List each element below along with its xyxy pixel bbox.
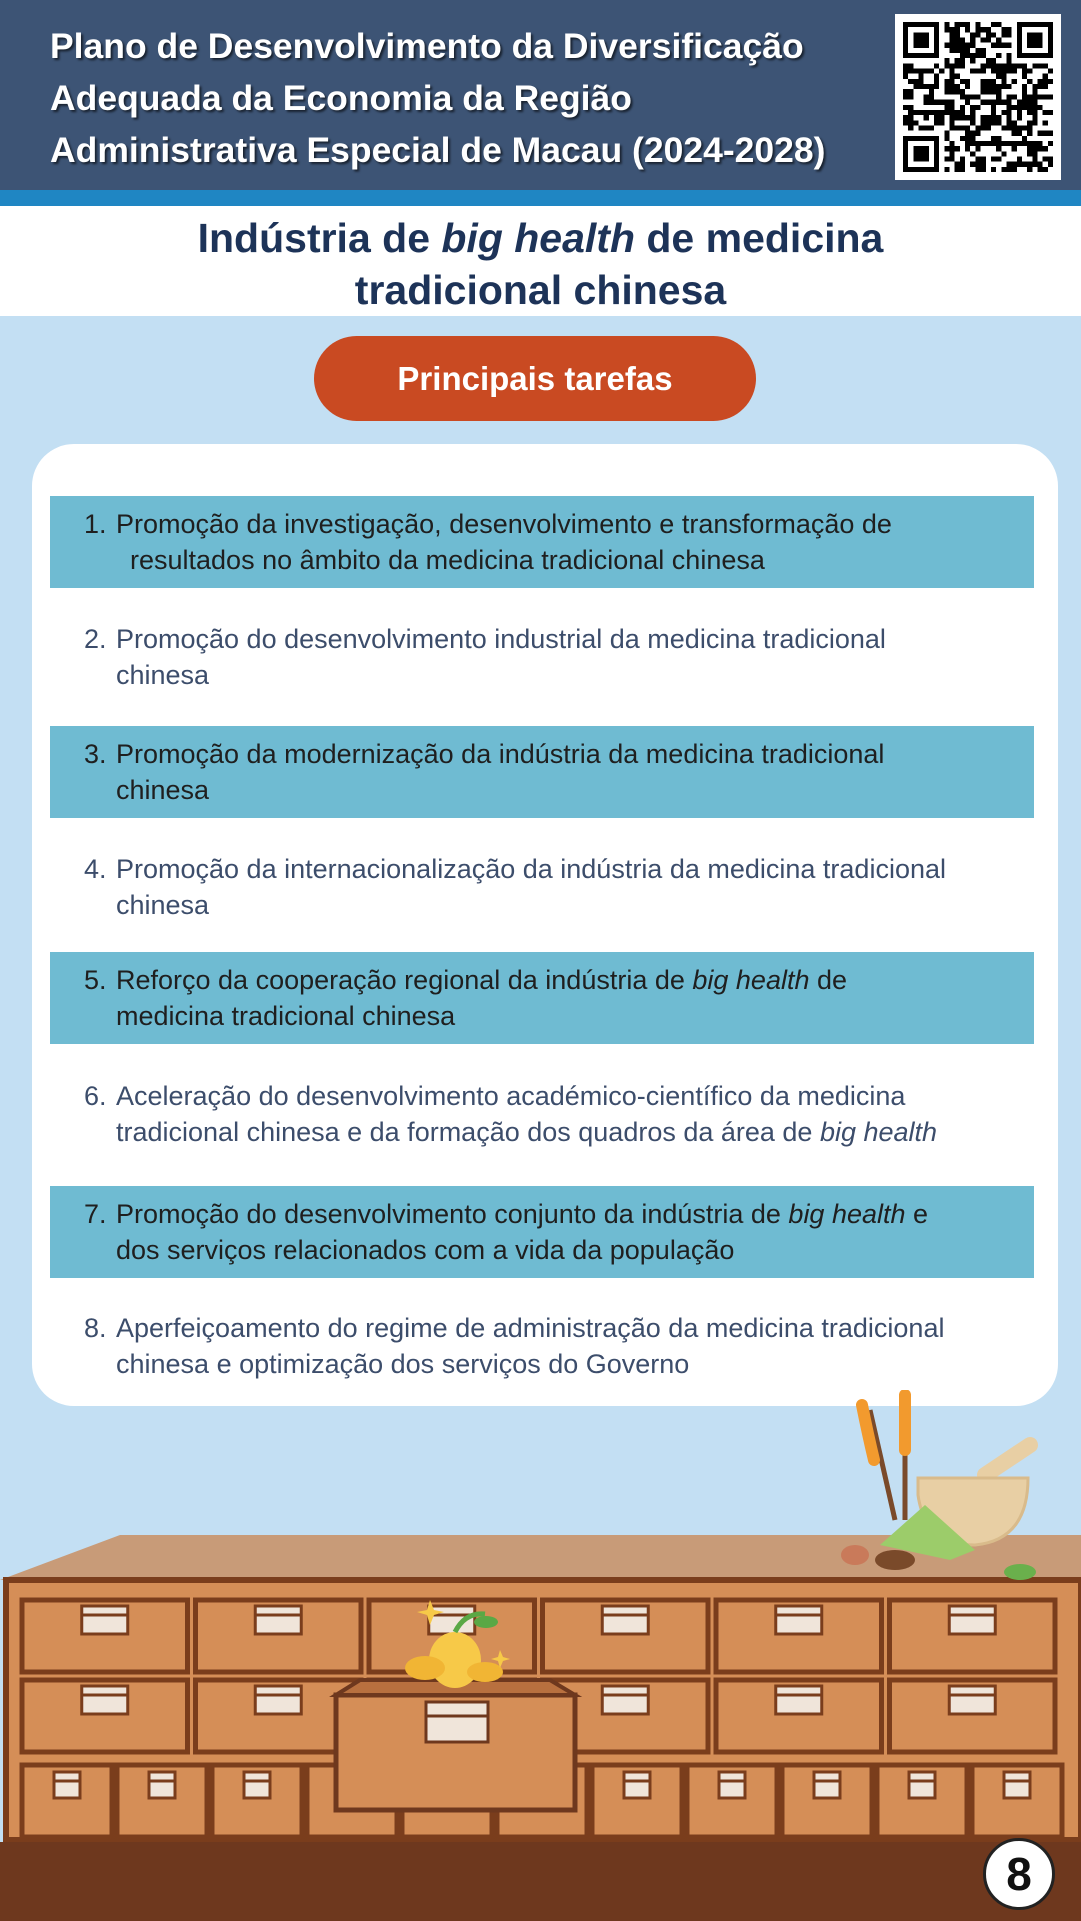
task-number: 3. xyxy=(84,739,107,769)
drawer-label xyxy=(814,1772,840,1798)
drawer-label xyxy=(776,1686,822,1714)
task-line-1: Promoção do desenvolvimento industrial da medicina tradicional xyxy=(116,624,886,654)
task-text-part: de xyxy=(809,965,848,995)
drawer-label xyxy=(776,1606,822,1634)
task-line-1: Promoção da modernização da indústria da medicina tradicional xyxy=(116,739,885,769)
header-stripe xyxy=(0,190,1081,206)
task-item-1 xyxy=(50,496,1034,588)
task-text-part: Promoção do desenvolvimento conjunto da indústria de xyxy=(116,1199,789,1229)
medicine-cabinet-illustration xyxy=(0,1390,1081,1921)
drawer-label xyxy=(82,1686,128,1714)
document-title xyxy=(50,20,880,176)
subtitle-italic: big health xyxy=(441,215,635,261)
task-line-2: chinesa xyxy=(116,890,210,920)
qr-code-icon[interactable] xyxy=(895,14,1061,180)
task-number: 2. xyxy=(84,624,107,654)
drawer-label xyxy=(909,1772,935,1798)
task-line-2: medicina tradicional chinesa xyxy=(116,1001,456,1031)
task-text xyxy=(116,621,1016,693)
drawer-label xyxy=(244,1772,270,1798)
subtitle-text-a: Indústria de xyxy=(197,215,442,261)
task-line-2: resultados no âmbito da medicina tradicional chinesa xyxy=(130,545,765,575)
drawer-label xyxy=(624,1772,650,1798)
task-italic: big health xyxy=(692,965,810,995)
task-text xyxy=(116,736,1016,808)
task-item-5 xyxy=(50,952,1034,1044)
task-number: 8. xyxy=(84,1313,107,1343)
subtitle-band xyxy=(0,206,1081,316)
title-line-3: Administrativa Especial de Macau (2024-2028) xyxy=(50,130,826,170)
task-line-1: Aperfeiçoamento do regime de administração da medicina tradicional xyxy=(116,1313,945,1343)
task-line-2: chinesa xyxy=(116,660,210,690)
drawer-label xyxy=(602,1686,648,1714)
drawer-label xyxy=(719,1772,745,1798)
task-line-2 xyxy=(116,1114,1016,1150)
section-label-pill: Principais tarefas xyxy=(314,336,756,421)
task-text xyxy=(116,506,1016,578)
task-number: 5. xyxy=(84,965,107,995)
page-number-badge: 8 xyxy=(983,1838,1055,1910)
task-text-part: tradicional chinesa e da formação dos quadros da área de xyxy=(116,1117,820,1147)
task-number: 4. xyxy=(84,854,107,884)
cabinet-base xyxy=(0,1842,1081,1921)
task-line-2: chinesa e optimização dos serviços do Governo xyxy=(116,1349,690,1379)
task-number: 7. xyxy=(84,1199,107,1229)
task-line-1 xyxy=(116,962,1016,998)
page-subtitle xyxy=(0,212,1081,316)
task-text-part: e xyxy=(905,1199,929,1229)
drawer-label xyxy=(82,1606,128,1634)
subtitle-text-b: de medicina xyxy=(635,215,884,261)
title-line-1: Plano de Desenvolvimento da Diversificação xyxy=(50,26,804,66)
task-text xyxy=(116,1196,1016,1268)
task-line-2: chinesa xyxy=(116,775,210,805)
task-item-6 xyxy=(50,1068,1034,1160)
drawer-label xyxy=(149,1772,175,1798)
task-italic: big health xyxy=(788,1199,906,1229)
task-item-3 xyxy=(50,726,1034,818)
task-text xyxy=(116,1078,1016,1150)
header-banner xyxy=(0,0,1081,190)
drawer-label xyxy=(949,1606,995,1634)
title-line-2: Adequada da Economia da Região xyxy=(50,78,632,118)
drawer-label xyxy=(54,1772,80,1798)
drawer-label xyxy=(426,1702,488,1742)
drawer-label xyxy=(255,1606,301,1634)
task-text-part: Reforço da cooperação regional da indústria de xyxy=(116,965,693,995)
subtitle-line-2: tradicional chinesa xyxy=(354,267,727,313)
drawer-label xyxy=(255,1686,301,1714)
task-number: 6. xyxy=(84,1081,107,1111)
task-text xyxy=(116,962,1016,1034)
task-item-8 xyxy=(50,1300,1034,1392)
task-line-2: dos serviços relacionados com a vida da população xyxy=(116,1235,735,1265)
drawer-label xyxy=(949,1686,995,1714)
task-line-1: Promoção da internacionalização da indústria da medicina tradicional xyxy=(116,854,946,884)
task-text xyxy=(116,1310,1016,1382)
task-text xyxy=(116,851,1016,923)
task-line-1: Aceleração do desenvolvimento académico-científico da medicina xyxy=(116,1081,906,1111)
drawer-label xyxy=(1004,1772,1030,1798)
task-italic: big health xyxy=(819,1117,938,1147)
drawer-label xyxy=(602,1606,648,1634)
task-item-4 xyxy=(50,841,1034,933)
task-item-7 xyxy=(50,1186,1034,1278)
task-line-1: Promoção da investigação, desenvolvimento e transformação de xyxy=(116,509,892,539)
task-number: 1. xyxy=(84,509,107,539)
task-line-1 xyxy=(116,1196,1016,1232)
task-item-2 xyxy=(50,611,1034,703)
